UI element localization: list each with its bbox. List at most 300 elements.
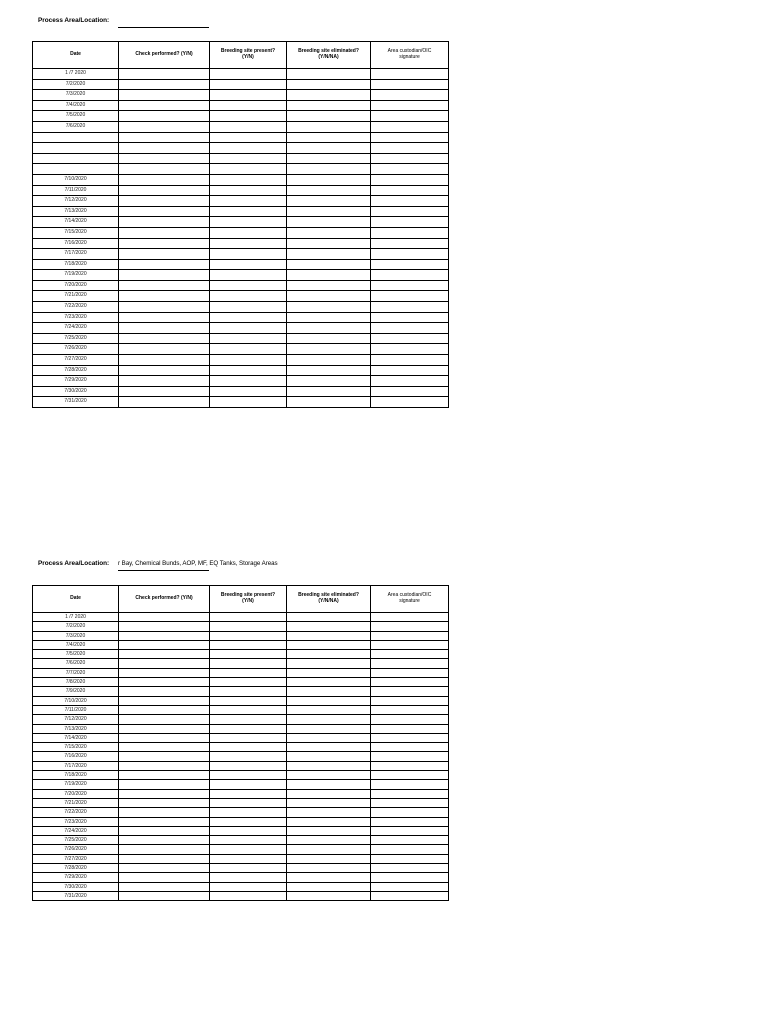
check-performed-cell — [119, 798, 210, 807]
check-performed-cell — [119, 891, 210, 900]
breeding-site-present-cell — [210, 227, 287, 238]
table-row — [33, 817, 449, 826]
check-performed-cell — [119, 238, 210, 249]
date-cell: 7/3/2020 — [33, 631, 119, 640]
signature-cell — [371, 678, 449, 687]
date-cell: 7/22/2020 — [33, 302, 119, 313]
breeding-site-eliminated-cell — [287, 69, 371, 80]
table-row — [33, 355, 449, 366]
signature-cell — [371, 79, 449, 90]
signature-cell — [371, 687, 449, 696]
breeding-site-eliminated-cell — [287, 780, 371, 789]
breeding-site-present-cell — [210, 715, 287, 724]
breeding-site-present-cell — [210, 826, 287, 835]
breeding-site-eliminated-cell — [287, 143, 371, 154]
date-cell: 7/16/2020 — [33, 752, 119, 761]
check-performed-cell — [119, 650, 210, 659]
signature-cell — [371, 659, 449, 668]
check-performed-cell — [119, 696, 210, 705]
signature-cell — [371, 270, 449, 281]
breeding-site-present-cell — [210, 891, 287, 900]
breeding-site-present-cell — [210, 705, 287, 714]
breeding-site-eliminated-cell — [287, 344, 371, 355]
signature-cell — [371, 90, 449, 101]
check-performed-cell — [119, 90, 210, 101]
breeding-site-present-cell — [210, 631, 287, 640]
breeding-site-present-cell — [210, 752, 287, 761]
check-performed-cell — [119, 376, 210, 387]
breeding-site-present-cell — [210, 132, 287, 143]
check-performed-cell — [119, 270, 210, 281]
check-performed-cell — [119, 386, 210, 397]
breeding-site-present-cell — [210, 724, 287, 733]
breeding-site-present-cell — [210, 622, 287, 631]
date-cell: 7/4/2020 — [33, 100, 119, 111]
signature-cell — [371, 185, 449, 196]
breeding-site-eliminated-cell — [287, 640, 371, 649]
date-cell: 7/17/2020 — [33, 761, 119, 770]
date-cell: 7/5/2020 — [33, 111, 119, 122]
date-cell: 7/19/2020 — [33, 270, 119, 281]
signature-cell — [371, 650, 449, 659]
signature-cell — [371, 291, 449, 302]
breeding-site-present-cell — [210, 668, 287, 677]
check-performed-cell — [119, 280, 210, 291]
date-cell: 1 /7 2020 — [33, 613, 119, 622]
signature-cell — [371, 132, 449, 143]
check-performed-cell — [119, 705, 210, 714]
breeding-site-present-cell — [210, 217, 287, 228]
table-row — [33, 836, 449, 845]
table-row — [33, 196, 449, 207]
check-performed-cell — [119, 174, 210, 185]
table-row — [33, 622, 449, 631]
breeding-site-eliminated-cell — [287, 771, 371, 780]
header-row — [33, 586, 449, 613]
table-row — [33, 227, 449, 238]
date-cell: 7/20/2020 — [33, 789, 119, 798]
table-row — [33, 259, 449, 270]
signature-cell — [371, 302, 449, 313]
check-performed-cell — [119, 217, 210, 228]
table-row — [33, 111, 449, 122]
check-performed-cell — [119, 291, 210, 302]
signature-cell — [371, 640, 449, 649]
table-row — [33, 613, 449, 622]
check-performed-cell — [119, 622, 210, 631]
breeding-site-present-cell — [210, 259, 287, 270]
breeding-site-present-cell — [210, 333, 287, 344]
check-performed-cell — [119, 249, 210, 260]
check-performed-cell — [119, 789, 210, 798]
header-signature: Area custodian/OIC signature — [371, 42, 449, 69]
table-row — [33, 659, 449, 668]
date-cell: 7/29/2020 — [33, 873, 119, 882]
breeding-site-eliminated-cell — [287, 613, 371, 622]
date-cell: 7/17/2020 — [33, 249, 119, 260]
date-cell: 7/30/2020 — [33, 386, 119, 397]
table-row — [33, 344, 449, 355]
table-row — [33, 206, 449, 217]
check-performed-cell — [119, 111, 210, 122]
breeding-site-eliminated-cell — [287, 696, 371, 705]
table-row — [33, 733, 449, 742]
table-row — [33, 715, 449, 724]
signature-cell — [371, 333, 449, 344]
signature-cell — [371, 355, 449, 366]
table-row — [33, 291, 449, 302]
table-row — [33, 217, 449, 228]
header-date: Date — [33, 42, 119, 69]
breeding-site-eliminated-cell — [287, 659, 371, 668]
date-cell: 7/24/2020 — [33, 323, 119, 334]
header-row — [33, 42, 449, 69]
date-cell: 7/6/2020 — [33, 659, 119, 668]
table-row — [33, 238, 449, 249]
date-cell: 7/27/2020 — [33, 355, 119, 366]
check-performed-cell — [119, 397, 210, 408]
header-signature: Area custodian/OIC signature — [371, 586, 449, 613]
table-row — [33, 631, 449, 640]
breeding-site-present-cell — [210, 798, 287, 807]
check-performed-cell — [119, 153, 210, 164]
table-row — [33, 69, 449, 80]
date-cell: 7/24/2020 — [33, 826, 119, 835]
signature-cell — [371, 631, 449, 640]
breeding-site-eliminated-cell — [287, 164, 371, 175]
check-performed-cell — [119, 312, 210, 323]
signature-cell — [371, 854, 449, 863]
signature-cell — [371, 143, 449, 154]
header-check-performed: Check performed? (Y/N) — [119, 586, 210, 613]
date-cell: 7/28/2020 — [33, 365, 119, 376]
check-performed-cell — [119, 121, 210, 132]
breeding-site-eliminated-cell — [287, 761, 371, 770]
check-performed-cell — [119, 79, 210, 90]
check-performed-cell — [119, 845, 210, 854]
table-row — [33, 771, 449, 780]
breeding-site-present-cell — [210, 365, 287, 376]
date-cell — [33, 132, 119, 143]
date-cell: 7/9/2020 — [33, 687, 119, 696]
log-rows — [33, 613, 449, 901]
breeding-site-present-cell — [210, 355, 287, 366]
check-performed-cell — [119, 355, 210, 366]
table-row — [33, 845, 449, 854]
breeding-site-present-cell — [210, 153, 287, 164]
check-performed-cell — [119, 185, 210, 196]
check-performed-cell — [119, 687, 210, 696]
table-row — [33, 687, 449, 696]
signature-cell — [371, 668, 449, 677]
breeding-site-present-cell — [210, 90, 287, 101]
table-row — [33, 668, 449, 677]
signature-cell — [371, 280, 449, 291]
header-breeding-site-eliminated: Breeding site eliminated? (Y/N/NA) — [287, 42, 371, 69]
breeding-site-eliminated-cell — [287, 743, 371, 752]
signature-cell — [371, 733, 449, 742]
process-area-value: r Bay, Chemical Bunds, AOP, MF, EQ Tanks, Storage Areas — [118, 560, 278, 567]
date-cell: 7/23/2020 — [33, 817, 119, 826]
breeding-site-eliminated-cell — [287, 302, 371, 313]
check-performed-cell — [119, 143, 210, 154]
table-row — [33, 696, 449, 705]
date-cell: 7/23/2020 — [33, 312, 119, 323]
signature-cell — [371, 761, 449, 770]
date-cell: 7/18/2020 — [33, 259, 119, 270]
date-cell: 7/21/2020 — [33, 798, 119, 807]
breeding-site-eliminated-cell — [287, 650, 371, 659]
breeding-site-eliminated-cell — [287, 386, 371, 397]
date-cell: 7/4/2020 — [33, 640, 119, 649]
check-performed-cell — [119, 668, 210, 677]
table-row — [33, 826, 449, 835]
date-cell: 7/2/2020 — [33, 622, 119, 631]
date-cell: 1 /7 2020 — [33, 69, 119, 80]
signature-cell — [371, 344, 449, 355]
header-date: Date — [33, 586, 119, 613]
breeding-site-eliminated-cell — [287, 376, 371, 387]
breeding-site-eliminated-cell — [287, 333, 371, 344]
date-cell: 7/18/2020 — [33, 771, 119, 780]
table-row — [33, 743, 449, 752]
signature-cell — [371, 864, 449, 873]
breeding-site-present-cell — [210, 743, 287, 752]
breeding-site-present-cell — [210, 280, 287, 291]
date-cell: 7/13/2020 — [33, 724, 119, 733]
breeding-site-eliminated-cell — [287, 733, 371, 742]
date-cell: 7/26/2020 — [33, 845, 119, 854]
table-row — [33, 386, 449, 397]
check-performed-cell — [119, 227, 210, 238]
breeding-site-eliminated-cell — [287, 705, 371, 714]
signature-cell — [371, 873, 449, 882]
process-area-underline — [118, 27, 209, 28]
check-performed-cell — [119, 302, 210, 313]
breeding-site-eliminated-cell — [287, 826, 371, 835]
breeding-site-eliminated-cell — [287, 132, 371, 143]
signature-cell — [371, 780, 449, 789]
date-cell: 7/7/2020 — [33, 668, 119, 677]
breeding-site-eliminated-cell — [287, 668, 371, 677]
breeding-site-present-cell — [210, 291, 287, 302]
date-cell: 7/30/2020 — [33, 882, 119, 891]
breeding-site-present-cell — [210, 733, 287, 742]
signature-cell — [371, 164, 449, 175]
signature-cell — [371, 808, 449, 817]
breeding-site-present-cell — [210, 761, 287, 770]
breeding-site-eliminated-cell — [287, 724, 371, 733]
table-row — [33, 323, 449, 334]
signature-cell — [371, 174, 449, 185]
check-performed-cell — [119, 613, 210, 622]
table-row — [33, 705, 449, 714]
check-performed-cell — [119, 752, 210, 761]
table-row — [33, 650, 449, 659]
signature-cell — [371, 705, 449, 714]
breeding-site-present-cell — [210, 771, 287, 780]
breeding-site-present-cell — [210, 882, 287, 891]
check-performed-cell — [119, 715, 210, 724]
table-row — [33, 365, 449, 376]
breeding-site-eliminated-cell — [287, 79, 371, 90]
signature-cell — [371, 259, 449, 270]
process-area-label: Process Area/Location: — [38, 560, 110, 567]
breeding-site-eliminated-cell — [287, 291, 371, 302]
signature-cell — [371, 789, 449, 798]
breeding-site-present-cell — [210, 174, 287, 185]
signature-cell — [371, 882, 449, 891]
signature-cell — [371, 397, 449, 408]
table-row — [33, 724, 449, 733]
date-cell: 7/15/2020 — [33, 743, 119, 752]
breeding-site-present-cell — [210, 344, 287, 355]
breeding-site-present-cell — [210, 397, 287, 408]
header-breeding-site-present: Breeding site present? (Y/N) — [210, 586, 287, 613]
breeding-site-present-cell — [210, 873, 287, 882]
date-cell: 7/6/2020 — [33, 121, 119, 132]
date-cell: 7/8/2020 — [33, 678, 119, 687]
header-breeding-site-present: Breeding site present? (Y/N) — [210, 42, 287, 69]
table-row — [33, 808, 449, 817]
table-row — [33, 312, 449, 323]
signature-cell — [371, 69, 449, 80]
signature-cell — [371, 249, 449, 260]
breeding-site-present-cell — [210, 249, 287, 260]
signature-cell — [371, 100, 449, 111]
check-performed-cell — [119, 659, 210, 668]
breeding-site-present-cell — [210, 69, 287, 80]
breeding-site-eliminated-cell — [287, 249, 371, 260]
check-performed-cell — [119, 864, 210, 873]
table-row — [33, 854, 449, 863]
signature-cell — [371, 196, 449, 207]
date-cell: 7/14/2020 — [33, 733, 119, 742]
date-cell: 7/10/2020 — [33, 696, 119, 705]
check-performed-cell — [119, 323, 210, 334]
signature-cell — [371, 845, 449, 854]
breeding-site-present-cell — [210, 121, 287, 132]
check-performed-cell — [119, 817, 210, 826]
date-cell: 7/25/2020 — [33, 836, 119, 845]
signature-cell — [371, 153, 449, 164]
breeding-site-present-cell — [210, 79, 287, 90]
check-performed-cell — [119, 100, 210, 111]
date-cell: 7/12/2020 — [33, 196, 119, 207]
check-performed-cell — [119, 69, 210, 80]
signature-cell — [371, 752, 449, 761]
check-performed-cell — [119, 259, 210, 270]
breeding-site-present-cell — [210, 302, 287, 313]
breeding-site-eliminated-cell — [287, 153, 371, 164]
header-check-performed: Check performed? (Y/N) — [119, 42, 210, 69]
signature-cell — [371, 715, 449, 724]
table-row — [33, 121, 449, 132]
check-performed-cell — [119, 761, 210, 770]
breeding-site-eliminated-cell — [287, 121, 371, 132]
breeding-site-eliminated-cell — [287, 174, 371, 185]
check-performed-cell — [119, 631, 210, 640]
breeding-site-eliminated-cell — [287, 687, 371, 696]
breeding-site-eliminated-cell — [287, 752, 371, 761]
check-performed-cell — [119, 836, 210, 845]
breeding-site-eliminated-cell — [287, 854, 371, 863]
signature-cell — [371, 817, 449, 826]
breeding-site-present-cell — [210, 312, 287, 323]
breeding-site-present-cell — [210, 650, 287, 659]
date-cell: 7/5/2020 — [33, 650, 119, 659]
breeding-site-eliminated-cell — [287, 715, 371, 724]
breeding-site-present-cell — [210, 808, 287, 817]
signature-cell — [371, 771, 449, 780]
breeding-site-eliminated-cell — [287, 259, 371, 270]
inspection-log-table — [32, 41, 449, 408]
signature-cell — [371, 217, 449, 228]
breeding-site-eliminated-cell — [287, 845, 371, 854]
table-row — [33, 174, 449, 185]
check-performed-cell — [119, 164, 210, 175]
date-cell — [33, 153, 119, 164]
check-performed-cell — [119, 724, 210, 733]
signature-cell — [371, 376, 449, 387]
breeding-site-eliminated-cell — [287, 836, 371, 845]
breeding-site-eliminated-cell — [287, 365, 371, 376]
table-row — [33, 164, 449, 175]
breeding-site-eliminated-cell — [287, 111, 371, 122]
date-cell: 7/13/2020 — [33, 206, 119, 217]
check-performed-cell — [119, 854, 210, 863]
breeding-site-present-cell — [210, 780, 287, 789]
breeding-site-present-cell — [210, 206, 287, 217]
date-cell: 7/29/2020 — [33, 376, 119, 387]
date-cell: 7/14/2020 — [33, 217, 119, 228]
signature-cell — [371, 798, 449, 807]
breeding-site-present-cell — [210, 836, 287, 845]
breeding-site-eliminated-cell — [287, 238, 371, 249]
table-row — [33, 752, 449, 761]
breeding-site-present-cell — [210, 687, 287, 696]
breeding-site-present-cell — [210, 376, 287, 387]
signature-cell — [371, 312, 449, 323]
table-row — [33, 376, 449, 387]
signature-cell — [371, 121, 449, 132]
table-row — [33, 280, 449, 291]
date-cell: 7/31/2020 — [33, 397, 119, 408]
check-performed-cell — [119, 771, 210, 780]
header-breeding-site-eliminated: Breeding site eliminated? (Y/N/NA) — [287, 586, 371, 613]
check-performed-cell — [119, 344, 210, 355]
table-row — [33, 397, 449, 408]
date-cell — [33, 143, 119, 154]
signature-cell — [371, 696, 449, 705]
table-row — [33, 780, 449, 789]
breeding-site-present-cell — [210, 817, 287, 826]
date-cell: 7/19/2020 — [33, 780, 119, 789]
breeding-site-eliminated-cell — [287, 323, 371, 334]
table-row — [33, 302, 449, 313]
date-cell: 7/12/2020 — [33, 715, 119, 724]
date-cell: 7/11/2020 — [33, 185, 119, 196]
table-row — [33, 891, 449, 900]
breeding-site-eliminated-cell — [287, 270, 371, 281]
breeding-site-present-cell — [210, 185, 287, 196]
signature-cell — [371, 743, 449, 752]
table-row — [33, 678, 449, 687]
breeding-site-present-cell — [210, 789, 287, 798]
check-performed-cell — [119, 206, 210, 217]
breeding-site-eliminated-cell — [287, 397, 371, 408]
table-row — [33, 873, 449, 882]
